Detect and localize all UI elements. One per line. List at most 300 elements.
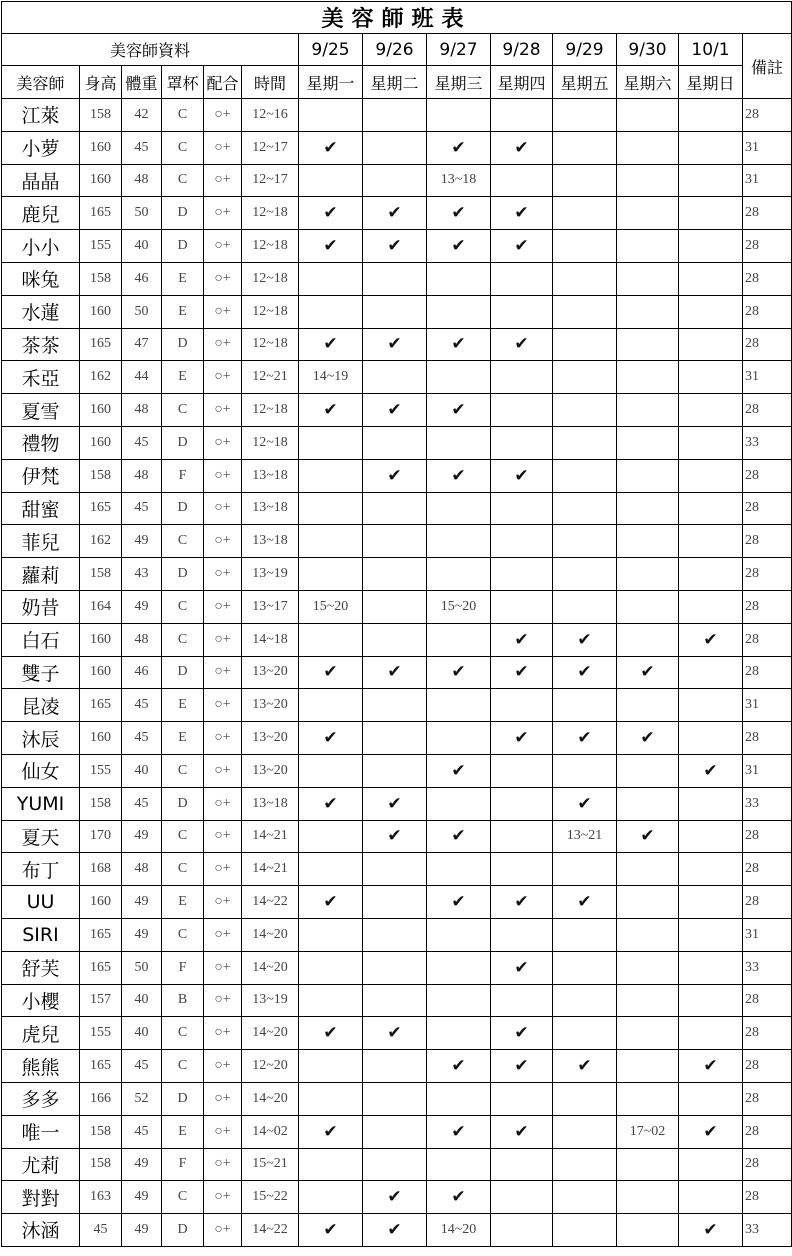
- time-cell: 12~18: [242, 328, 299, 361]
- weight-cell: 49: [122, 886, 162, 919]
- match-cell: ○+: [204, 295, 242, 328]
- column-header-height: 身高: [80, 66, 122, 99]
- stylist-name: 多多: [2, 1082, 80, 1115]
- cup-cell: D: [162, 787, 204, 820]
- time-cell: 15~22: [242, 1181, 299, 1214]
- time-cell: 12~20: [242, 1050, 299, 1083]
- schedule-cell: [679, 722, 743, 755]
- check-icon: ✔: [679, 623, 743, 656]
- schedule-cell: [299, 1050, 363, 1083]
- height-cell: 163: [80, 1181, 122, 1214]
- schedule-cell: [553, 754, 617, 787]
- weight-cell: 49: [122, 590, 162, 623]
- height-cell: 160: [80, 394, 122, 427]
- weight-cell: 50: [122, 295, 162, 328]
- cup-cell: D: [162, 558, 204, 591]
- time-cell: 12~18: [242, 295, 299, 328]
- weight-cell: 45: [122, 722, 162, 755]
- schedule-cell: 15~20: [427, 590, 491, 623]
- time-cell: 13~18: [242, 525, 299, 558]
- time-cell: 12~17: [242, 131, 299, 164]
- stylist-name: 咪兔: [2, 262, 80, 295]
- time-cell: 14~18: [242, 623, 299, 656]
- height-cell: 160: [80, 131, 122, 164]
- schedule-cell: [491, 295, 553, 328]
- cup-cell: C: [162, 820, 204, 853]
- stylist-name: 鹿兒: [2, 197, 80, 230]
- schedule-cell: [617, 230, 679, 263]
- schedule-cell: [679, 164, 743, 197]
- weight-cell: 49: [122, 1214, 162, 1247]
- match-cell: ○+: [204, 951, 242, 984]
- check-icon: ✔: [427, 1115, 491, 1148]
- schedule-cell: [553, 1115, 617, 1148]
- schedule-cell: [363, 1082, 427, 1115]
- schedule-cell: [363, 722, 427, 755]
- check-icon: ✔: [679, 754, 743, 787]
- check-icon: ✔: [679, 1050, 743, 1083]
- table-row: [2, 590, 792, 623]
- match-cell: ○+: [204, 525, 242, 558]
- schedule-cell: [679, 590, 743, 623]
- schedule-cell: [617, 886, 679, 919]
- schedule-cell: [299, 951, 363, 984]
- stylist-name: 白石: [2, 623, 80, 656]
- note-cell: 28: [743, 984, 792, 1017]
- time-cell: 12~17: [242, 164, 299, 197]
- check-icon: ✔: [553, 886, 617, 919]
- schedule-cell: [553, 853, 617, 886]
- check-icon: ✔: [553, 722, 617, 755]
- schedule-cell: [299, 820, 363, 853]
- check-icon: ✔: [427, 131, 491, 164]
- schedule-cell: [617, 558, 679, 591]
- schedule-cell: [553, 230, 617, 263]
- schedule-cell: [491, 590, 553, 623]
- match-cell: ○+: [204, 853, 242, 886]
- schedule-cell: [363, 951, 427, 984]
- schedule-cell: [427, 558, 491, 591]
- cup-cell: D: [162, 426, 204, 459]
- weight-cell: 45: [122, 492, 162, 525]
- note-cell: 28: [743, 590, 792, 623]
- cup-cell: E: [162, 295, 204, 328]
- schedule-cell: [363, 886, 427, 919]
- schedule-cell: [427, 361, 491, 394]
- schedule-cell: [427, 918, 491, 951]
- table-row: [2, 787, 792, 820]
- schedule-cell: [617, 1082, 679, 1115]
- stylist-name: 禮物: [2, 426, 80, 459]
- table-row: [2, 1214, 792, 1247]
- note-cell: 28: [743, 1148, 792, 1181]
- cup-cell: C: [162, 590, 204, 623]
- schedule-cell: [553, 197, 617, 230]
- schedule-cell: [679, 525, 743, 558]
- check-icon: ✔: [427, 328, 491, 361]
- cup-cell: E: [162, 262, 204, 295]
- check-icon: ✔: [553, 623, 617, 656]
- weight-cell: 40: [122, 754, 162, 787]
- stylist-name: 蘿莉: [2, 558, 80, 591]
- schedule-cell: [617, 99, 679, 132]
- match-cell: ○+: [204, 1148, 242, 1181]
- cup-cell: C: [162, 99, 204, 132]
- time-cell: 14~22: [242, 886, 299, 919]
- cup-cell: C: [162, 131, 204, 164]
- schedule-cell: [679, 459, 743, 492]
- note-cell: 28: [743, 820, 792, 853]
- match-cell: ○+: [204, 820, 242, 853]
- schedule-cell: [363, 590, 427, 623]
- schedule-cell: [363, 1050, 427, 1083]
- table-row: [2, 1082, 792, 1115]
- column-header-cup: 罩杯: [162, 66, 204, 99]
- schedule-cell: [427, 295, 491, 328]
- note-cell: 31: [743, 361, 792, 394]
- schedule-cell: [617, 918, 679, 951]
- cup-cell: C: [162, 1050, 204, 1083]
- schedule-cell: [617, 1214, 679, 1247]
- schedule-cell: [299, 295, 363, 328]
- check-icon: ✔: [363, 656, 427, 689]
- check-icon: ✔: [427, 394, 491, 427]
- cup-cell: C: [162, 1017, 204, 1050]
- schedule-cell: [553, 328, 617, 361]
- table-row: [2, 754, 792, 787]
- note-cell: 33: [743, 951, 792, 984]
- height-cell: 155: [80, 230, 122, 263]
- check-icon: ✔: [299, 328, 363, 361]
- schedule-cell: [553, 590, 617, 623]
- schedule-cell: [553, 164, 617, 197]
- height-cell: 162: [80, 361, 122, 394]
- time-cell: 14~02: [242, 1115, 299, 1148]
- schedule-cell: [617, 492, 679, 525]
- note-header: 備註: [743, 34, 792, 99]
- match-cell: ○+: [204, 590, 242, 623]
- schedule-cell: 14~19: [299, 361, 363, 394]
- schedule-cell: [491, 525, 553, 558]
- cup-cell: F: [162, 951, 204, 984]
- schedule-cell: [299, 1148, 363, 1181]
- height-cell: 155: [80, 754, 122, 787]
- schedule-cell: [553, 459, 617, 492]
- schedule-cell: [299, 459, 363, 492]
- schedule-cell: [553, 426, 617, 459]
- check-icon: ✔: [553, 656, 617, 689]
- schedule-cell: [427, 99, 491, 132]
- check-icon: ✔: [553, 1050, 617, 1083]
- note-cell: 28: [743, 558, 792, 591]
- match-cell: ○+: [204, 99, 242, 132]
- match-cell: ○+: [204, 262, 242, 295]
- schedule-cell: [553, 1148, 617, 1181]
- cup-cell: E: [162, 689, 204, 722]
- note-cell: 28: [743, 722, 792, 755]
- schedule-cell: [491, 1181, 553, 1214]
- time-cell: 13~20: [242, 689, 299, 722]
- schedule-cell: [363, 131, 427, 164]
- height-cell: 158: [80, 262, 122, 295]
- schedule-cell: [553, 262, 617, 295]
- schedule-cell: [679, 99, 743, 132]
- height-cell: 45: [80, 1214, 122, 1247]
- stylist-name: 虎兒: [2, 1017, 80, 1050]
- table-row: [2, 492, 792, 525]
- height-cell: 170: [80, 820, 122, 853]
- schedule-cell: [491, 558, 553, 591]
- schedule-cell: [299, 984, 363, 1017]
- schedule-cell: [679, 853, 743, 886]
- schedule-cell: [617, 295, 679, 328]
- time-cell: 14~20: [242, 918, 299, 951]
- height-cell: 160: [80, 886, 122, 919]
- check-icon: ✔: [299, 722, 363, 755]
- cup-cell: D: [162, 492, 204, 525]
- weight-cell: 45: [122, 689, 162, 722]
- match-cell: ○+: [204, 623, 242, 656]
- schedule-cell: [427, 984, 491, 1017]
- weight-cell: 48: [122, 394, 162, 427]
- time-cell: 14~22: [242, 1214, 299, 1247]
- match-cell: ○+: [204, 1181, 242, 1214]
- stylist-name: 唯一: [2, 1115, 80, 1148]
- schedule-cell: [679, 656, 743, 689]
- check-icon: ✔: [363, 787, 427, 820]
- schedule-cell: [363, 623, 427, 656]
- group-header: 美容師資料: [2, 34, 299, 66]
- stylist-name: 甜蜜: [2, 492, 80, 525]
- schedule-cell: [617, 361, 679, 394]
- schedule-cell: [363, 164, 427, 197]
- match-cell: ○+: [204, 164, 242, 197]
- match-cell: ○+: [204, 492, 242, 525]
- height-cell: 158: [80, 558, 122, 591]
- check-icon: ✔: [553, 787, 617, 820]
- weight-cell: 50: [122, 197, 162, 230]
- check-icon: ✔: [299, 1115, 363, 1148]
- note-cell: 28: [743, 1115, 792, 1148]
- height-cell: 165: [80, 918, 122, 951]
- match-cell: ○+: [204, 656, 242, 689]
- check-icon: ✔: [679, 1214, 743, 1247]
- schedule-cell: [491, 394, 553, 427]
- height-cell: 168: [80, 853, 122, 886]
- note-cell: 28: [743, 197, 792, 230]
- table-row: [2, 230, 792, 263]
- check-icon: ✔: [427, 886, 491, 919]
- schedule-cell: [679, 1017, 743, 1050]
- weight-cell: 52: [122, 1082, 162, 1115]
- schedule-cell: [363, 853, 427, 886]
- match-cell: ○+: [204, 361, 242, 394]
- note-cell: 28: [743, 656, 792, 689]
- note-cell: 31: [743, 918, 792, 951]
- match-cell: ○+: [204, 722, 242, 755]
- weekday-header: 星期二: [363, 66, 427, 99]
- weight-cell: 46: [122, 262, 162, 295]
- schedule-cell: [679, 1181, 743, 1214]
- check-icon: ✔: [299, 886, 363, 919]
- weight-cell: 45: [122, 131, 162, 164]
- schedule-cell: [617, 525, 679, 558]
- stylist-name: 江萊: [2, 99, 80, 132]
- table-row: [2, 820, 792, 853]
- cup-cell: D: [162, 197, 204, 230]
- weight-cell: 48: [122, 164, 162, 197]
- schedule-cell: [363, 99, 427, 132]
- schedule-cell: [617, 984, 679, 1017]
- table-row: [2, 1181, 792, 1214]
- check-icon: ✔: [363, 459, 427, 492]
- time-cell: 12~18: [242, 394, 299, 427]
- schedule-cell: [299, 853, 363, 886]
- height-cell: 160: [80, 426, 122, 459]
- schedule-cell: [553, 918, 617, 951]
- table-row: [2, 295, 792, 328]
- schedule-cell: [299, 262, 363, 295]
- stylist-name: 小櫻: [2, 984, 80, 1017]
- schedule-cell: [491, 984, 553, 1017]
- match-cell: ○+: [204, 394, 242, 427]
- stylist-name: 小萝: [2, 131, 80, 164]
- schedule-cell: [553, 558, 617, 591]
- check-icon: ✔: [491, 1050, 553, 1083]
- match-cell: ○+: [204, 1214, 242, 1247]
- schedule-cell: [427, 689, 491, 722]
- weight-cell: 45: [122, 787, 162, 820]
- stylist-name: 舒芙: [2, 951, 80, 984]
- table-row: [2, 951, 792, 984]
- schedule-cell: [491, 689, 553, 722]
- height-cell: 165: [80, 197, 122, 230]
- table-row: [2, 689, 792, 722]
- check-icon: ✔: [491, 1115, 553, 1148]
- weight-cell: 42: [122, 99, 162, 132]
- schedule-cell: [553, 394, 617, 427]
- time-cell: 14~21: [242, 820, 299, 853]
- schedule-cell: [299, 99, 363, 132]
- note-cell: 28: [743, 1017, 792, 1050]
- schedule-cell: [299, 689, 363, 722]
- date-header: 9/27: [427, 34, 491, 66]
- schedule-table: [1, 1, 792, 1247]
- schedule-cell: 13~21: [553, 820, 617, 853]
- schedule-cell: [553, 492, 617, 525]
- schedule-cell: [427, 492, 491, 525]
- check-icon: ✔: [679, 1115, 743, 1148]
- weekday-header: 星期一: [299, 66, 363, 99]
- note-cell: 28: [743, 1050, 792, 1083]
- match-cell: ○+: [204, 197, 242, 230]
- match-cell: ○+: [204, 787, 242, 820]
- weekday-header: 星期六: [617, 66, 679, 99]
- schedule-cell: [617, 787, 679, 820]
- match-cell: ○+: [204, 459, 242, 492]
- note-cell: 28: [743, 295, 792, 328]
- weight-cell: 47: [122, 328, 162, 361]
- schedule-cell: [299, 623, 363, 656]
- note-cell: 28: [743, 99, 792, 132]
- stylist-name: 沐辰: [2, 722, 80, 755]
- schedule-cell: [617, 754, 679, 787]
- schedule-cell: [299, 164, 363, 197]
- cup-cell: C: [162, 1181, 204, 1214]
- check-icon: ✔: [491, 656, 553, 689]
- time-cell: 14~20: [242, 1082, 299, 1115]
- match-cell: ○+: [204, 328, 242, 361]
- note-cell: 33: [743, 787, 792, 820]
- column-header-time: 時間: [242, 66, 299, 99]
- cup-cell: D: [162, 656, 204, 689]
- schedule-cell: [617, 1050, 679, 1083]
- date-header: 9/29: [553, 34, 617, 66]
- schedule-cell: 13~18: [427, 164, 491, 197]
- schedule-cell: [363, 984, 427, 1017]
- schedule-cell: [299, 918, 363, 951]
- cup-cell: F: [162, 459, 204, 492]
- check-icon: ✔: [427, 230, 491, 263]
- note-cell: 31: [743, 754, 792, 787]
- time-cell: 13~20: [242, 722, 299, 755]
- table-row: [2, 361, 792, 394]
- table-row: [2, 656, 792, 689]
- cup-cell: C: [162, 394, 204, 427]
- time-cell: 13~18: [242, 492, 299, 525]
- height-cell: 160: [80, 164, 122, 197]
- stylist-name: 對對: [2, 1181, 80, 1214]
- weekday-header: 星期五: [553, 66, 617, 99]
- check-icon: ✔: [299, 1017, 363, 1050]
- cup-cell: C: [162, 754, 204, 787]
- time-cell: 12~16: [242, 99, 299, 132]
- check-icon: ✔: [617, 656, 679, 689]
- schedule-cell: [617, 951, 679, 984]
- schedule-cell: [617, 623, 679, 656]
- schedule-cell: [363, 525, 427, 558]
- stylist-name: 尤莉: [2, 1148, 80, 1181]
- schedule-cell: [553, 689, 617, 722]
- schedule-cell: [617, 328, 679, 361]
- cup-cell: D: [162, 328, 204, 361]
- time-cell: 12~21: [242, 361, 299, 394]
- check-icon: ✔: [427, 754, 491, 787]
- column-header-weight: 體重: [122, 66, 162, 99]
- cup-cell: C: [162, 623, 204, 656]
- schedule-cell: [491, 426, 553, 459]
- check-icon: ✔: [299, 1214, 363, 1247]
- match-cell: ○+: [204, 131, 242, 164]
- stylist-name: 夏天: [2, 820, 80, 853]
- cup-cell: D: [162, 1214, 204, 1247]
- schedule-cell: [299, 754, 363, 787]
- schedule-cell: [491, 1214, 553, 1247]
- height-cell: 165: [80, 1050, 122, 1083]
- note-cell: 28: [743, 886, 792, 919]
- stylist-name: 禾亞: [2, 361, 80, 394]
- date-header: 9/26: [363, 34, 427, 66]
- height-cell: 158: [80, 787, 122, 820]
- height-cell: 155: [80, 1017, 122, 1050]
- date-header: 10/1: [679, 34, 743, 66]
- schedule-cell: [679, 131, 743, 164]
- check-icon: ✔: [299, 230, 363, 263]
- table-row: [2, 459, 792, 492]
- schedule-cell: [427, 722, 491, 755]
- cup-cell: C: [162, 164, 204, 197]
- table-row: [2, 722, 792, 755]
